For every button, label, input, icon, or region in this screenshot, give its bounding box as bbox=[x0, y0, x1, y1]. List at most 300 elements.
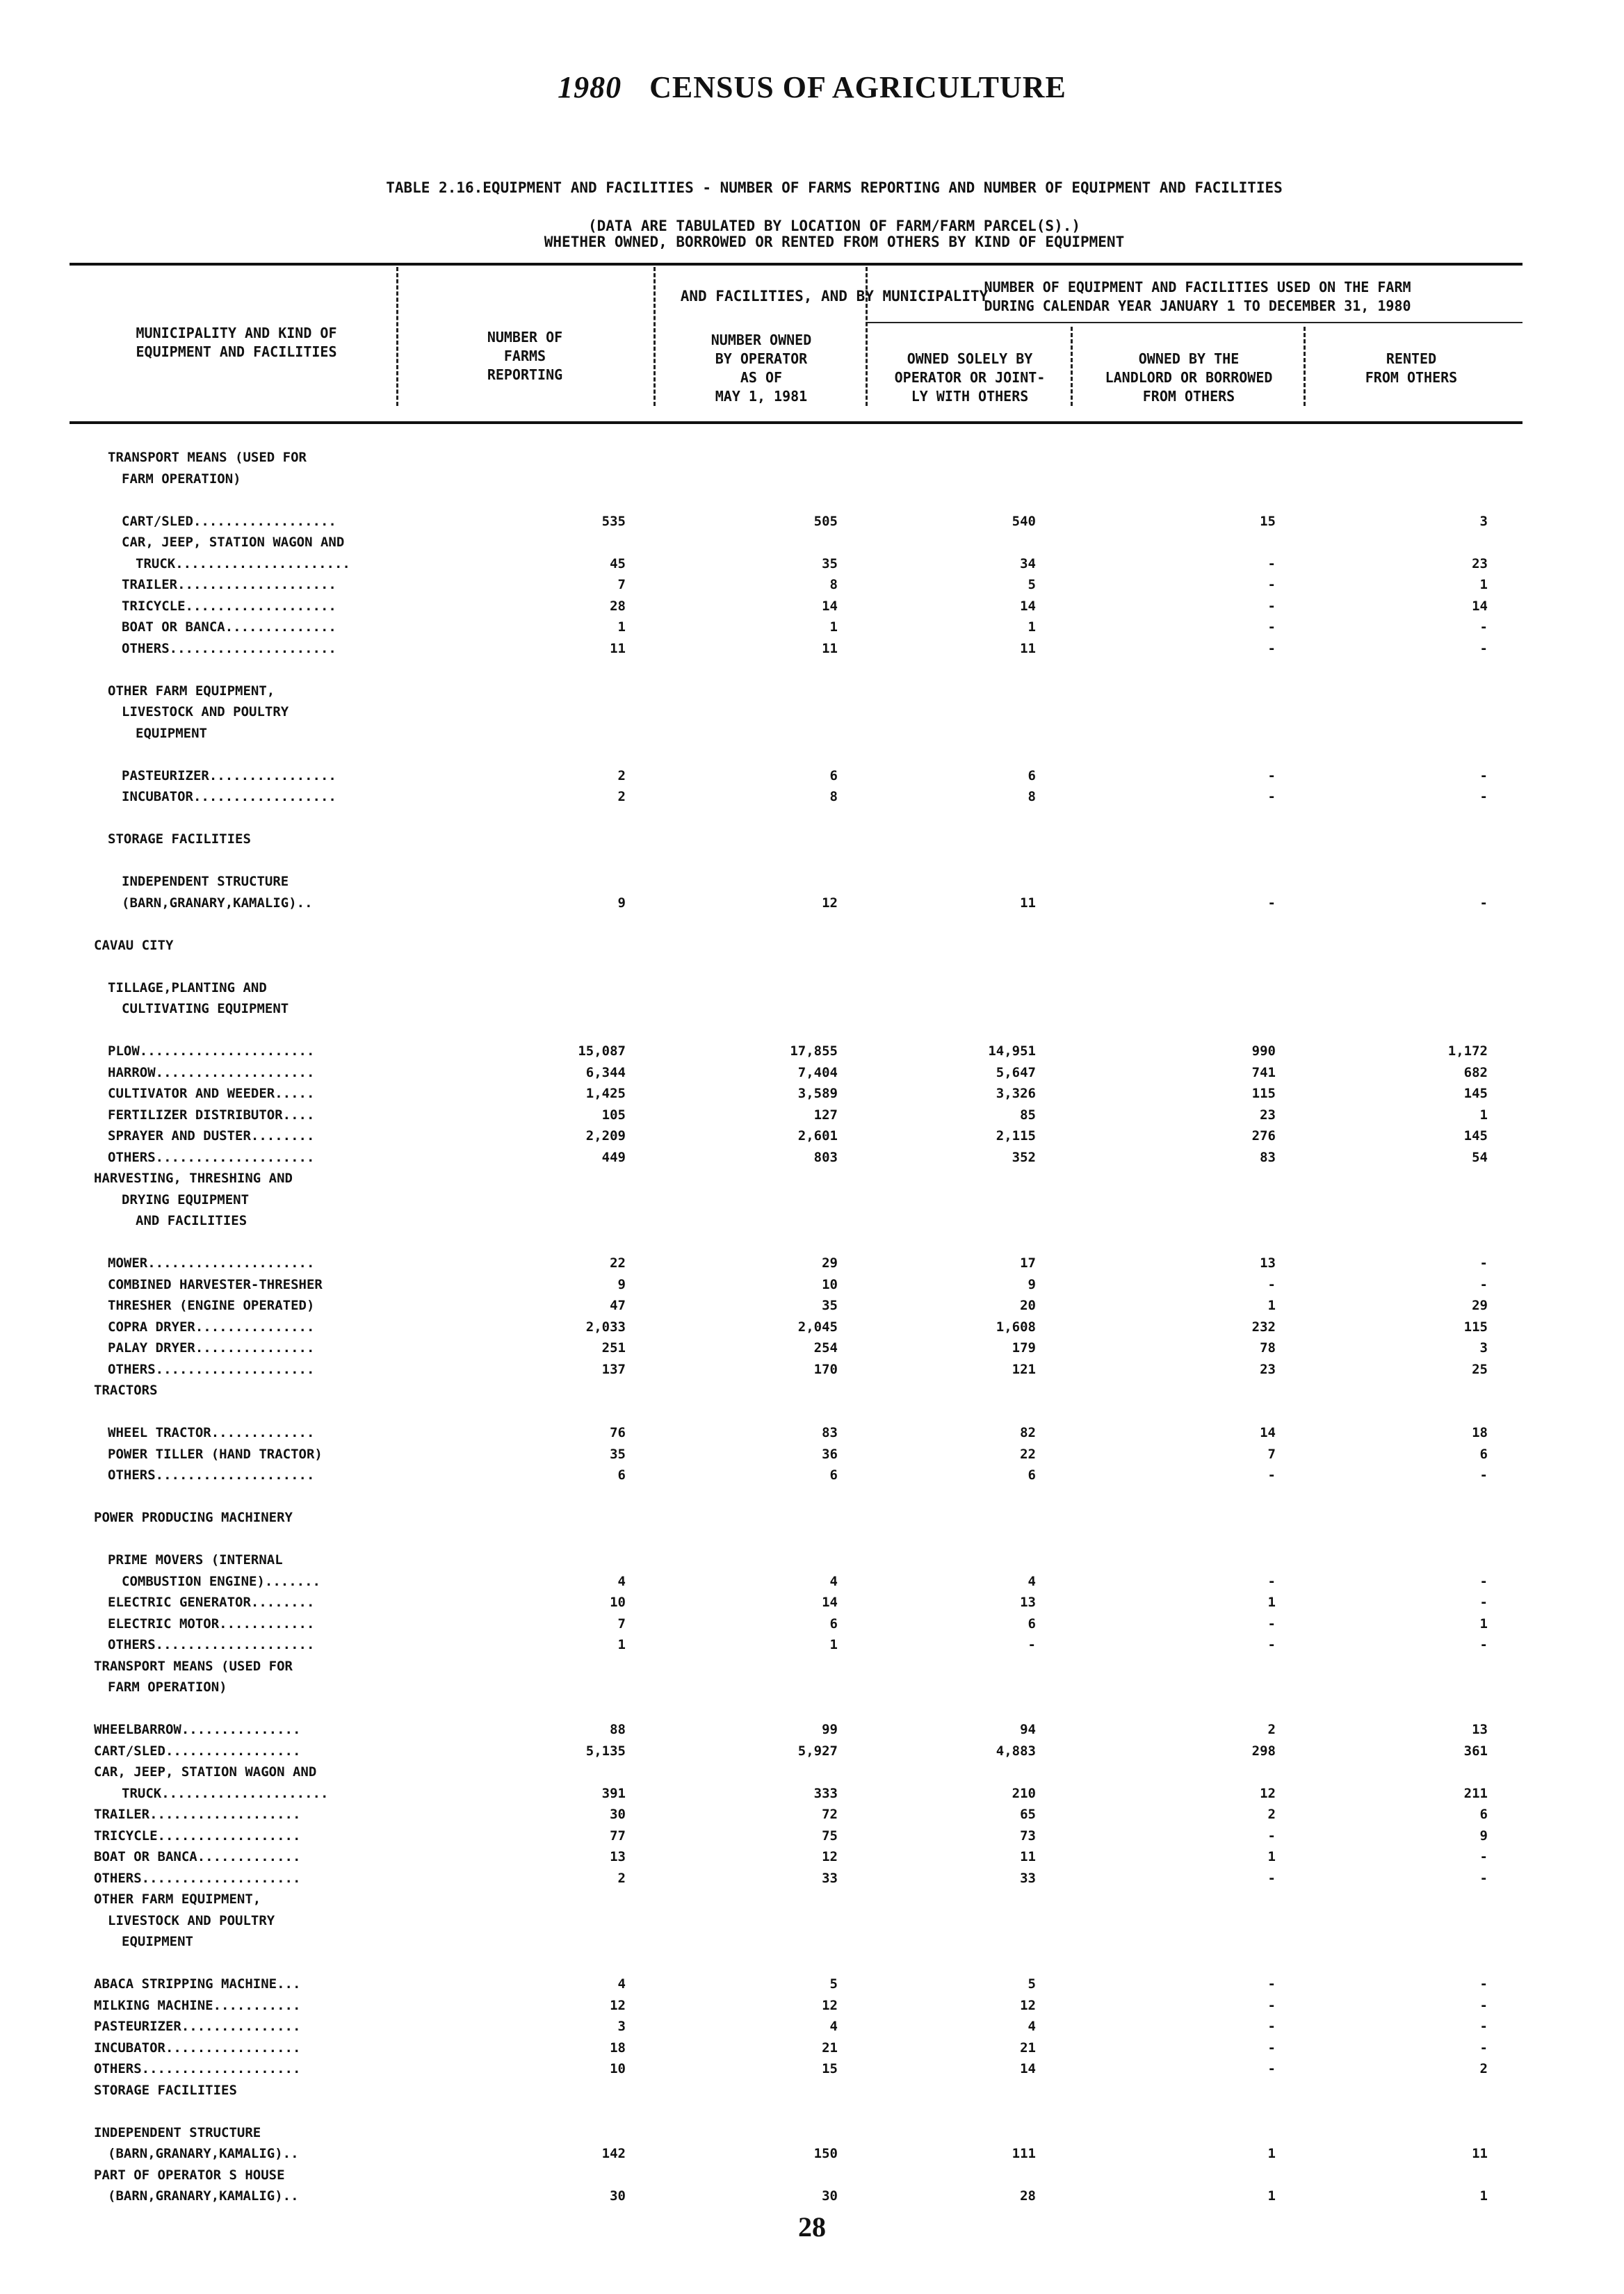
row-value: 11 bbox=[610, 641, 626, 656]
row-value: - bbox=[1479, 1277, 1488, 1292]
row-label: INDEPENDENT STRUCTURE bbox=[122, 874, 289, 889]
row-value: - bbox=[1479, 641, 1488, 656]
row-value: 72 bbox=[822, 1807, 838, 1822]
table-note: (DATA ARE TABULATED BY LOCATION OF FARM/FARM PARCEL(S).) bbox=[587, 218, 1080, 234]
row-value: 535 bbox=[601, 514, 626, 529]
row-value: 82 bbox=[1020, 1425, 1036, 1440]
row-value: 6 bbox=[829, 768, 838, 783]
row-value: 4 bbox=[1028, 1574, 1036, 1589]
row-value: 179 bbox=[1012, 1340, 1036, 1356]
table-row bbox=[0, 1339, 1624, 1357]
table-row bbox=[0, 618, 1624, 636]
row-label: BOAT OR BANCA.............. bbox=[122, 619, 336, 635]
row-value: 4 bbox=[617, 1976, 626, 1992]
row-value: - bbox=[1267, 1467, 1276, 1483]
page-title bbox=[0, 70, 1624, 105]
row-value: 391 bbox=[601, 1786, 626, 1801]
row-value: 14,951 bbox=[988, 1043, 1036, 1059]
row-value: 15,087 bbox=[578, 1043, 626, 1059]
row-value: 505 bbox=[813, 514, 838, 529]
row-value: 5,135 bbox=[585, 1743, 626, 1759]
row-value: 11 bbox=[1472, 2146, 1488, 2161]
row-label: OTHERS.................... bbox=[108, 1150, 315, 1165]
row-value: - bbox=[1479, 1849, 1488, 1864]
row-value: 145 bbox=[1463, 1128, 1488, 1144]
row-value: 11 bbox=[1020, 1849, 1036, 1864]
table-row bbox=[0, 724, 1624, 742]
row-label: COMBUSTION ENGINE)....... bbox=[122, 1574, 320, 1589]
row-value: 35 bbox=[610, 1447, 626, 1462]
row-value: 12 bbox=[822, 1998, 838, 2013]
row-label: COMBINED HARVESTER-THRESHER bbox=[108, 1277, 323, 1292]
row-value: 6 bbox=[1479, 1807, 1488, 1822]
header-group-rule bbox=[866, 322, 1522, 323]
row-value: 352 bbox=[1012, 1150, 1036, 1165]
table-row bbox=[0, 915, 1624, 933]
row-value: 83 bbox=[822, 1425, 838, 1440]
row-value: 1 bbox=[1028, 619, 1036, 635]
col-header-used-on-farm: NUMBER OF EQUIPMENT AND FACILITIES USED ON THE FARM DURING CALENDAR YEAR JANUARY 1 TO DECEMBER 31, 1980 bbox=[984, 279, 1411, 314]
row-value: 2 bbox=[1267, 1722, 1276, 1737]
row-value: 1 bbox=[617, 619, 626, 635]
row-value: 29 bbox=[822, 1255, 838, 1271]
row-value: 11 bbox=[822, 641, 838, 656]
row-value: 170 bbox=[813, 1362, 838, 1377]
row-value: 1 bbox=[617, 1637, 626, 1652]
row-value: 23 bbox=[1260, 1107, 1276, 1123]
row-value: - bbox=[1479, 1574, 1488, 1589]
table-row bbox=[0, 2039, 1624, 2057]
row-value: 1 bbox=[1267, 1298, 1276, 1313]
table-row bbox=[0, 1636, 1624, 1654]
table-row bbox=[0, 979, 1624, 997]
row-value: 105 bbox=[601, 1107, 626, 1123]
row-value: - bbox=[1479, 895, 1488, 911]
table-row bbox=[0, 1827, 1624, 1845]
table-row bbox=[0, 1488, 1624, 1506]
row-label: OTHERS.................... bbox=[94, 2061, 301, 2076]
row-value: 28 bbox=[1020, 2188, 1036, 2204]
row-value: 211 bbox=[1463, 1786, 1488, 1801]
row-value: - bbox=[1267, 556, 1276, 571]
row-value: - bbox=[1267, 1871, 1276, 1886]
row-value: 6 bbox=[829, 1467, 838, 1483]
table-row bbox=[0, 830, 1624, 848]
row-label: CAR, JEEP, STATION WAGON AND bbox=[122, 535, 345, 550]
table-row bbox=[0, 1996, 1624, 2015]
row-value: 23 bbox=[1260, 1362, 1276, 1377]
row-value: 803 bbox=[813, 1150, 838, 1165]
row-value: 8 bbox=[829, 577, 838, 592]
table-row bbox=[0, 1042, 1624, 1060]
row-label: THRESHER (ENGINE OPERATED) bbox=[108, 1298, 315, 1313]
row-value: 251 bbox=[601, 1340, 626, 1356]
row-value: 34 bbox=[1020, 556, 1036, 571]
row-value: 85 bbox=[1020, 1107, 1036, 1123]
row-label: PASTEURIZER............... bbox=[94, 2019, 301, 2034]
row-value: 75 bbox=[822, 1828, 838, 1844]
row-value: 4 bbox=[1028, 2019, 1036, 2034]
row-value: 4 bbox=[829, 2019, 838, 2034]
table-row bbox=[0, 2081, 1624, 2099]
table-top-rule bbox=[70, 263, 1522, 266]
row-value: 14 bbox=[1020, 2061, 1036, 2076]
row-value: 540 bbox=[1012, 514, 1036, 529]
row-value: 9 bbox=[1028, 1277, 1036, 1292]
table-row bbox=[0, 1615, 1624, 1633]
table-row bbox=[0, 597, 1624, 615]
column-divider bbox=[396, 267, 398, 406]
col-header-owned-solely: OWNED SOLELY BY OPERATOR OR JOINT- LY WITH OTHERS bbox=[894, 350, 1046, 405]
row-value: 1 bbox=[1479, 577, 1488, 592]
row-value: - bbox=[1479, 789, 1488, 804]
row-value: 2 bbox=[1479, 2061, 1488, 2076]
table-row bbox=[0, 448, 1624, 466]
row-value: 78 bbox=[1260, 1340, 1276, 1356]
row-value: 8 bbox=[829, 789, 838, 804]
row-value: 30 bbox=[610, 2188, 626, 2204]
census-title: CENSUS OF AGRICULTURE bbox=[649, 70, 1066, 104]
row-value: 115 bbox=[1463, 1319, 1488, 1335]
table-row bbox=[0, 1551, 1624, 1569]
row-value: - bbox=[1267, 1277, 1276, 1292]
row-value: 1,172 bbox=[1447, 1043, 1488, 1059]
row-value: 17 bbox=[1020, 1255, 1036, 1271]
table-row bbox=[0, 2124, 1624, 2142]
table-row bbox=[0, 809, 1624, 827]
table-row bbox=[0, 512, 1624, 530]
row-label: (BARN,GRANARY,KAMALIG).. bbox=[108, 2146, 299, 2161]
row-value: 6 bbox=[1028, 1467, 1036, 1483]
row-value: 3 bbox=[1479, 1340, 1488, 1356]
row-value: - bbox=[1267, 895, 1276, 911]
table-row bbox=[0, 1700, 1624, 1718]
table-row bbox=[0, 2145, 1624, 2163]
table-row bbox=[0, 1720, 1624, 1739]
table-row bbox=[0, 533, 1624, 551]
table-row bbox=[0, 1084, 1624, 1103]
row-label: TRUCK...................... bbox=[136, 556, 350, 571]
col-header-farms-reporting: NUMBER OF FARMS REPORTING bbox=[487, 329, 563, 383]
row-label: CULTIVATING EQUIPMENT bbox=[122, 1001, 289, 1016]
row-label: OTHERS.................... bbox=[108, 1362, 315, 1377]
census-year: 1980 bbox=[558, 70, 622, 104]
row-value: 35 bbox=[822, 1298, 838, 1313]
table-row bbox=[0, 957, 1624, 975]
col-header-municipality: MUNICIPALITY AND KIND OF EQUIPMENT AND FACILITIES bbox=[136, 325, 337, 360]
row-value: 5 bbox=[829, 1976, 838, 1992]
row-value: 15 bbox=[1260, 514, 1276, 529]
table-row bbox=[0, 576, 1624, 594]
row-value: 45 bbox=[610, 556, 626, 571]
row-value: 28 bbox=[610, 599, 626, 614]
row-label: INCUBATOR.................. bbox=[122, 789, 336, 804]
table-row bbox=[0, 2187, 1624, 2205]
table-row bbox=[0, 2060, 1624, 2078]
row-value: 6 bbox=[1479, 1447, 1488, 1462]
table-row bbox=[0, 1064, 1624, 1082]
col-header-owned-by-operator: NUMBER OWNED BY OPERATOR AS OF MAY 1, 1981 bbox=[710, 332, 812, 405]
row-value: - bbox=[1267, 577, 1276, 592]
row-value: 2,209 bbox=[585, 1128, 626, 1144]
table-row bbox=[0, 660, 1624, 678]
table-row bbox=[0, 2102, 1624, 2120]
row-label: TRICYCLE.................. bbox=[94, 1828, 301, 1844]
row-value: 11 bbox=[1020, 895, 1036, 911]
row-value: 2,033 bbox=[585, 1319, 626, 1335]
row-value: 5,647 bbox=[996, 1065, 1036, 1080]
row-value: 99 bbox=[822, 1722, 838, 1737]
table-row bbox=[0, 1975, 1624, 1993]
row-value: 9 bbox=[617, 895, 626, 911]
table-row bbox=[0, 1233, 1624, 1251]
table-row bbox=[0, 936, 1624, 954]
row-value: 1 bbox=[1267, 2146, 1276, 2161]
table-row bbox=[0, 852, 1624, 870]
row-value: 210 bbox=[1012, 1786, 1036, 1801]
table-row bbox=[0, 2017, 1624, 2035]
row-value: - bbox=[1267, 599, 1276, 614]
row-label: TILLAGE,PLANTING AND bbox=[108, 980, 267, 995]
row-label: EQUIPMENT bbox=[122, 1934, 193, 1949]
caption-line: TABLE 2.16.EQUIPMENT AND FACILITIES - NUMBER OF FARMS REPORTING AND NUMBER OF EQUIPMENT AND FACILITIES bbox=[386, 179, 1283, 196]
row-label: STORAGE FACILITIES bbox=[94, 2083, 237, 2098]
row-value: - bbox=[1479, 768, 1488, 783]
row-label: OTHER FARM EQUIPMENT, bbox=[108, 683, 275, 699]
row-label: SPRAYER AND DUSTER........ bbox=[108, 1128, 315, 1144]
row-value: 76 bbox=[610, 1425, 626, 1440]
table-row bbox=[0, 2166, 1624, 2184]
row-value: 25 bbox=[1472, 1362, 1488, 1377]
row-value: 8 bbox=[1028, 789, 1036, 804]
row-value: 83 bbox=[1260, 1150, 1276, 1165]
row-value: - bbox=[1479, 1871, 1488, 1886]
row-value: 1 bbox=[1267, 1595, 1276, 1610]
caption-line: AND FACILITIES, AND BY MUNICIPALITY bbox=[680, 288, 989, 304]
row-label: HARVESTING, THRESHING AND bbox=[94, 1171, 293, 1186]
row-label: LIVESTOCK AND POULTRY bbox=[108, 1913, 275, 1928]
row-value: 29 bbox=[1472, 1298, 1488, 1313]
table-row bbox=[0, 1912, 1624, 1930]
row-label: DRYING EQUIPMENT bbox=[122, 1192, 250, 1207]
row-value: 14 bbox=[822, 599, 838, 614]
row-value: 73 bbox=[1020, 1828, 1036, 1844]
table-row bbox=[0, 1848, 1624, 1866]
row-value: 3 bbox=[1479, 514, 1488, 529]
row-value: - bbox=[1479, 1595, 1488, 1610]
row-value: - bbox=[1028, 1637, 1036, 1652]
row-value: - bbox=[1267, 1998, 1276, 2013]
row-value: 3 bbox=[617, 2019, 626, 2034]
row-label: AND FACILITIES bbox=[136, 1213, 247, 1228]
row-value: 94 bbox=[1020, 1722, 1036, 1737]
row-value: - bbox=[1267, 1616, 1276, 1632]
row-value: 150 bbox=[813, 2146, 838, 2161]
table-row bbox=[0, 1657, 1624, 1675]
table-row bbox=[0, 1276, 1624, 1294]
table-row bbox=[0, 1508, 1624, 1527]
row-label: CART/SLED................. bbox=[94, 1743, 301, 1759]
row-value: - bbox=[1267, 789, 1276, 804]
row-label: PRIME MOVERS (INTERNAL bbox=[108, 1552, 283, 1568]
table-row bbox=[0, 1360, 1624, 1378]
row-value: 9 bbox=[1479, 1828, 1488, 1844]
row-value: 6 bbox=[1028, 1616, 1036, 1632]
row-value: - bbox=[1479, 1637, 1488, 1652]
row-value: 35 bbox=[822, 556, 838, 571]
row-value: 6,344 bbox=[585, 1065, 626, 1080]
row-value: 111 bbox=[1012, 2146, 1036, 2161]
row-value: 1 bbox=[829, 619, 838, 635]
row-value: 142 bbox=[601, 2146, 626, 2161]
row-value: 1 bbox=[1479, 1616, 1488, 1632]
row-value: 6 bbox=[617, 1467, 626, 1483]
row-value: 30 bbox=[610, 1807, 626, 1822]
row-value: - bbox=[1267, 641, 1276, 656]
table-row bbox=[0, 1318, 1624, 1336]
table-row bbox=[0, 1530, 1624, 1548]
row-label: MILKING MACHINE........... bbox=[94, 1998, 301, 2013]
row-label: TRANSPORT MEANS (USED FOR bbox=[108, 450, 307, 465]
table-row bbox=[0, 640, 1624, 658]
table-row bbox=[0, 682, 1624, 700]
row-value: 1 bbox=[1267, 1849, 1276, 1864]
row-value: 23 bbox=[1472, 556, 1488, 571]
row-value: 17,855 bbox=[790, 1043, 838, 1059]
table-row bbox=[0, 1466, 1624, 1484]
row-value: 333 bbox=[813, 1786, 838, 1801]
row-value: 741 bbox=[1251, 1065, 1276, 1080]
row-value: 13 bbox=[610, 1849, 626, 1864]
row-value: 7,404 bbox=[797, 1065, 838, 1080]
table-row bbox=[0, 1403, 1624, 1421]
row-value: 1 bbox=[829, 1637, 838, 1652]
row-value: 12 bbox=[1020, 1998, 1036, 2013]
row-value: 12 bbox=[610, 1998, 626, 2013]
row-label: ELECTRIC MOTOR............ bbox=[108, 1616, 315, 1632]
row-label: OTHERS..................... bbox=[122, 641, 336, 656]
table-row bbox=[0, 1890, 1624, 1908]
table-row bbox=[0, 470, 1624, 488]
row-label: FARM OPERATION) bbox=[108, 1679, 227, 1695]
row-label: LIVESTOCK AND POULTRY bbox=[122, 704, 289, 719]
table-row bbox=[0, 1763, 1624, 1781]
row-value: 21 bbox=[1020, 2040, 1036, 2056]
row-label: HARROW.................... bbox=[108, 1065, 315, 1080]
row-value: 2 bbox=[1267, 1807, 1276, 1822]
row-label: COPRA DRYER............... bbox=[108, 1319, 315, 1335]
row-value: 3,326 bbox=[996, 1086, 1036, 1101]
row-label: POWER PRODUCING MACHINERY bbox=[94, 1510, 293, 1525]
row-value: 47 bbox=[610, 1298, 626, 1313]
page-number: 28 bbox=[798, 2211, 826, 2243]
table-row bbox=[0, 1572, 1624, 1591]
table-row bbox=[0, 1000, 1624, 1018]
row-value: 10 bbox=[610, 1595, 626, 1610]
row-value: 115 bbox=[1251, 1086, 1276, 1101]
row-value: 10 bbox=[610, 2061, 626, 2076]
row-value: 137 bbox=[601, 1362, 626, 1377]
row-value: - bbox=[1479, 619, 1488, 635]
row-value: 11 bbox=[1020, 641, 1036, 656]
table-row bbox=[0, 1593, 1624, 1611]
row-value: 5,927 bbox=[797, 1743, 838, 1759]
row-label: TRAILER.................... bbox=[122, 577, 336, 592]
row-label: PART OF OPERATOR S HOUSE bbox=[94, 2167, 285, 2183]
row-label: PLOW...................... bbox=[108, 1043, 315, 1059]
row-value: 2,045 bbox=[797, 1319, 838, 1335]
row-value: - bbox=[1267, 2040, 1276, 2056]
row-value: 13 bbox=[1020, 1595, 1036, 1610]
row-value: 18 bbox=[1472, 1425, 1488, 1440]
row-value: - bbox=[1479, 1467, 1488, 1483]
row-value: - bbox=[1479, 2019, 1488, 2034]
row-value: 682 bbox=[1463, 1065, 1488, 1080]
row-value: 14 bbox=[822, 1595, 838, 1610]
row-value: 6 bbox=[1028, 768, 1036, 783]
row-label: WHEELBARROW............... bbox=[94, 1722, 301, 1737]
table-row bbox=[0, 894, 1624, 912]
row-value: 77 bbox=[610, 1828, 626, 1844]
row-value: 54 bbox=[1472, 1150, 1488, 1165]
table-row bbox=[0, 1106, 1624, 1124]
table-row bbox=[0, 1424, 1624, 1442]
table-row bbox=[0, 1805, 1624, 1823]
row-label: PALAY DRYER............... bbox=[108, 1340, 315, 1356]
row-value: 14 bbox=[1020, 599, 1036, 614]
table-row bbox=[0, 745, 1624, 763]
table-row bbox=[0, 1254, 1624, 1272]
row-value: 254 bbox=[813, 1340, 838, 1356]
column-divider bbox=[1304, 327, 1306, 406]
row-value: 127 bbox=[813, 1107, 838, 1123]
row-value: 12 bbox=[1260, 1786, 1276, 1801]
table-row bbox=[0, 1296, 1624, 1315]
row-value: 12 bbox=[822, 1849, 838, 1864]
row-value: 14 bbox=[1472, 599, 1488, 614]
row-label: CAVAU CITY bbox=[94, 938, 174, 953]
row-label: OTHERS.................... bbox=[94, 1871, 301, 1886]
table-row bbox=[0, 1381, 1624, 1399]
row-value: 4 bbox=[617, 1574, 626, 1589]
row-value: - bbox=[1479, 1976, 1488, 1992]
row-value: 232 bbox=[1251, 1319, 1276, 1335]
row-value: 14 bbox=[1260, 1425, 1276, 1440]
row-label: MOWER..................... bbox=[108, 1255, 315, 1271]
row-value: 36 bbox=[822, 1447, 838, 1462]
row-value: 2,115 bbox=[996, 1128, 1036, 1144]
row-label: OTHERS.................... bbox=[108, 1467, 315, 1483]
row-value: 7 bbox=[617, 1616, 626, 1632]
row-value: 21 bbox=[822, 2040, 838, 2056]
row-label: STORAGE FACILITIES bbox=[108, 831, 251, 847]
row-value: 7 bbox=[1267, 1447, 1276, 1462]
row-value: 33 bbox=[1020, 1871, 1036, 1886]
row-value: - bbox=[1479, 1255, 1488, 1271]
row-label: WHEEL TRACTOR............. bbox=[108, 1425, 315, 1440]
row-value: 12 bbox=[822, 895, 838, 911]
table-row bbox=[0, 1445, 1624, 1463]
table-row bbox=[0, 788, 1624, 806]
row-value: 2 bbox=[617, 789, 626, 804]
row-value: 449 bbox=[601, 1150, 626, 1165]
row-label: TRICYCLE................... bbox=[122, 599, 336, 614]
col-header-landlord-borrowed: OWNED BY THE LANDLORD OR BORROWED FROM OTHERS bbox=[1105, 350, 1273, 405]
row-value: 33 bbox=[822, 1871, 838, 1886]
row-value: - bbox=[1479, 1998, 1488, 2013]
column-divider bbox=[653, 267, 656, 406]
row-value: 4,883 bbox=[996, 1743, 1036, 1759]
